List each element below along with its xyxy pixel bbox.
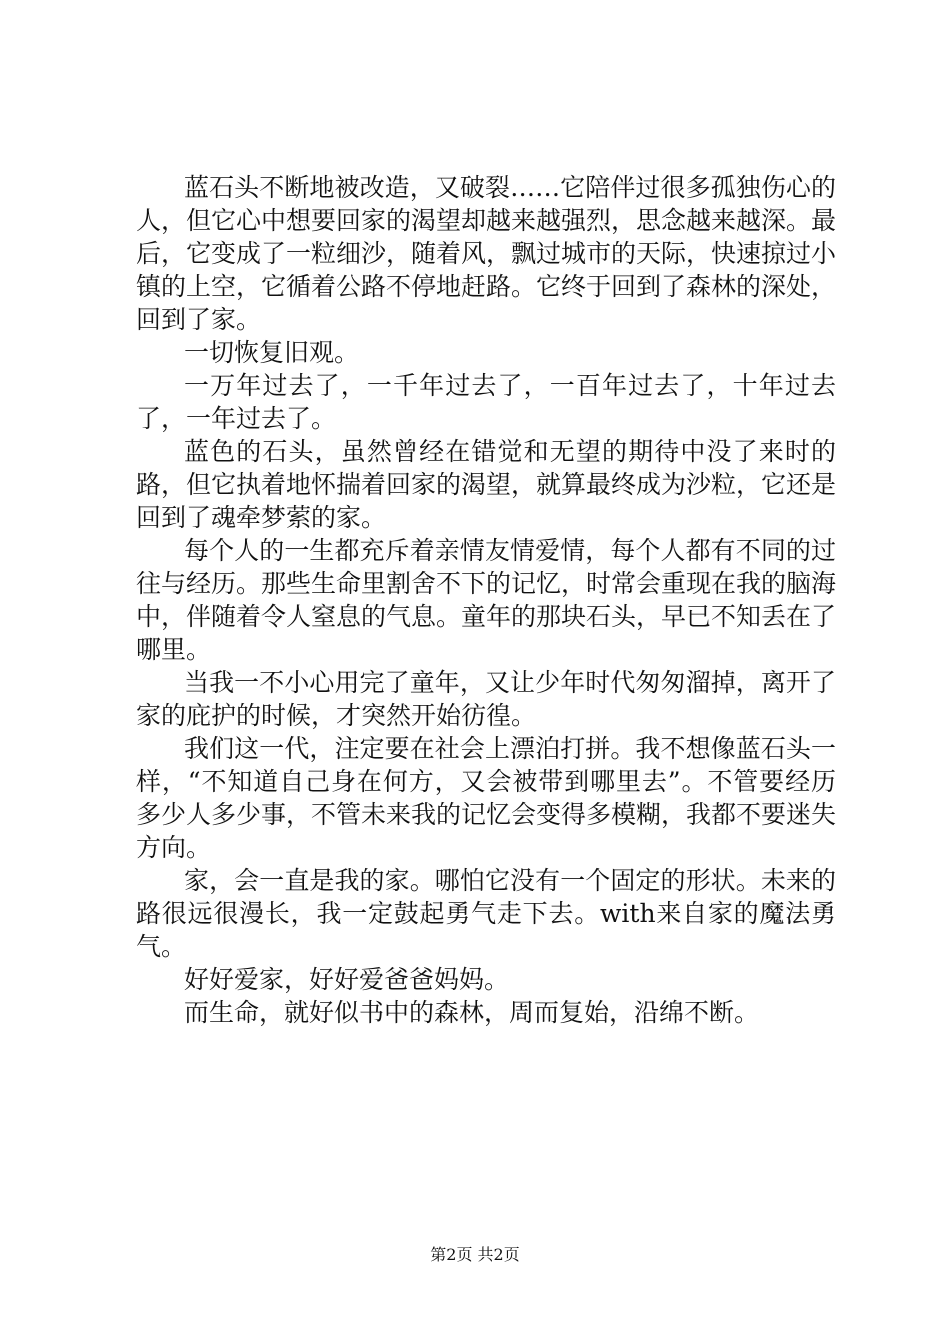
paragraph: 我们这一代，注定要在社会上漂泊打拼。我不想像蓝石头一样，“不知道自己身在何方，又会被带到哪里去”。不管要经历多少人多少事，不管未来我的记忆会变得多模糊，我都不要迷失方向。 [136, 734, 837, 862]
paragraph: 一万年过去了，一千年过去了，一百年过去了，十年过去了，一年过去了。 [136, 371, 836, 433]
paragraph: 家，会一直是我的家。哪怕它没有一个固定的形状。未来的路很远很漫长，我一定鼓起勇气走下去。with来自家的魔法勇气。 [136, 866, 836, 961]
paragraph: 好好爱家，好好爱爸爸妈妈。 [184, 965, 510, 994]
page-number-footer: 第2页 共2页 [430, 1245, 520, 1264]
paragraph: 当我一不小心用完了童年，又让少年时代匆匆溜掉，离开了家的庇护的时候，才突然开始彷徨。 [136, 668, 836, 730]
paragraph: 蓝石头不断地被改造，又破裂……它陪伴过很多孤独伤心的人，但它心中想要回家的渴望却越来越强烈，思念越来越深。最后，它变成了一粒细沙，随着风，飘过城市的天际，快速掠过小镇的上空，它循着公路不停地赶路。它终于回到了森林的深处，回到了家。 [136, 173, 837, 334]
paragraph: 一切恢复旧观。 [184, 338, 360, 367]
paragraph: 蓝色的石头，虽然曾经在错觉和无望的期待中没了来时的路，但它执着地怀揣着回家的渴望，就算最终成为沙粒，它还是回到了魂牵梦萦的家。 [136, 437, 837, 532]
document-body [136, 171, 836, 1029]
paragraph: 而生命，就好似书中的森林，周而复始，沿绵不断。 [184, 998, 760, 1027]
paragraph: 每个人的一生都充斥着亲情友情爱情，每个人都有不同的过往与经历。那些生命里割舍不下的记忆，时常会重现在我的脑海中，伴随着令人窒息的气息。童年的那块石头，早已不知丢在了哪里。 [136, 536, 837, 664]
